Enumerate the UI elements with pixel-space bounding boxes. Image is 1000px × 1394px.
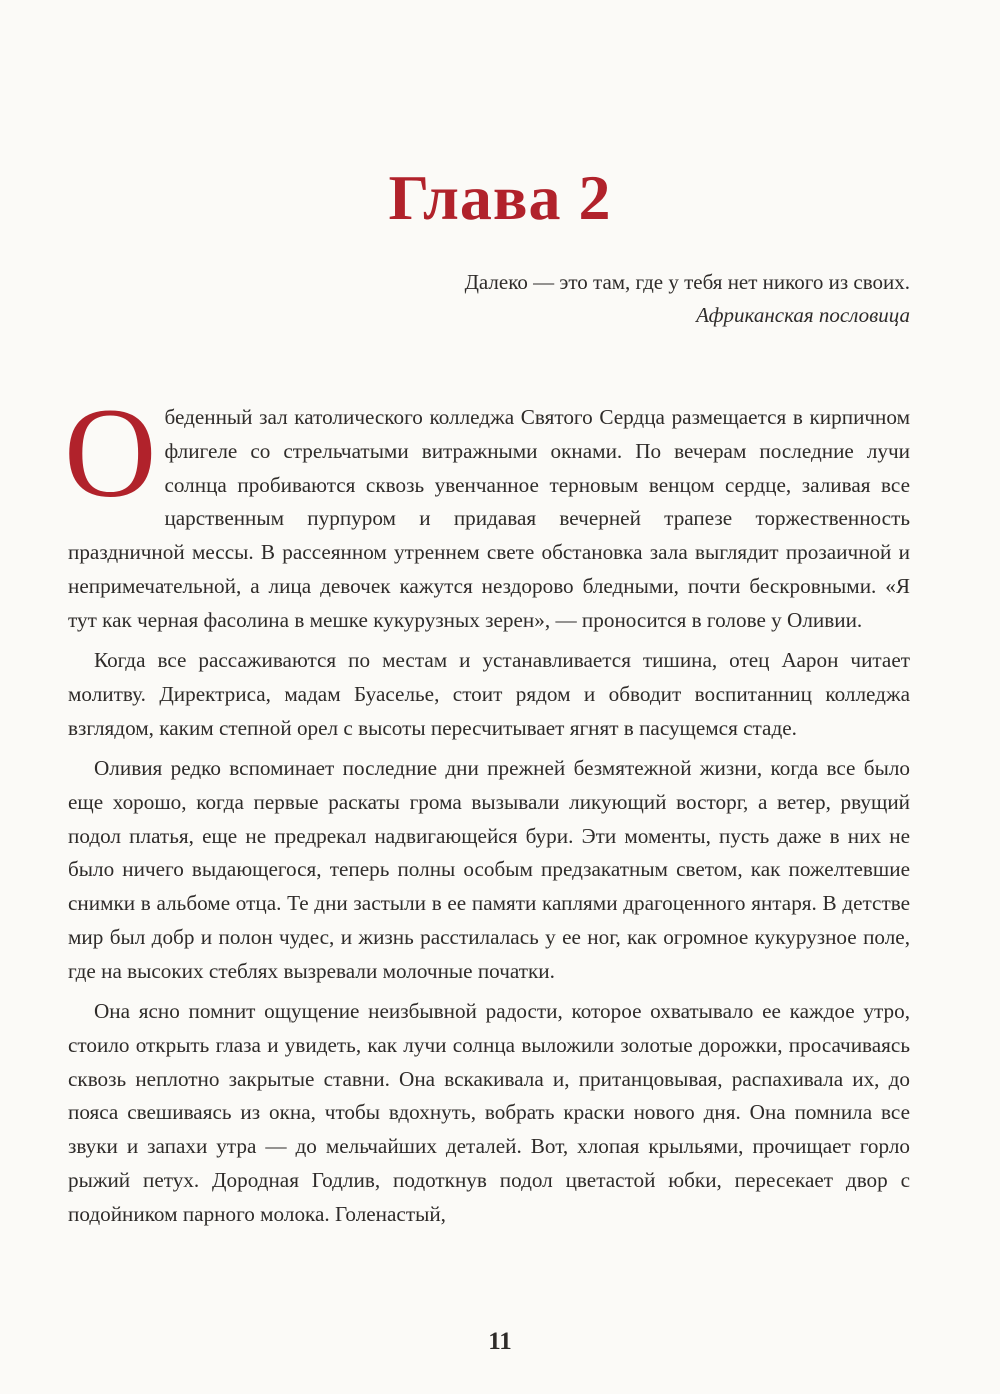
chapter-title: Глава 2 — [388, 162, 612, 233]
paragraph-3: Оливия редко вспоминает последние дни прежней безмятежной жизни, когда все было еще хорошо, когда первые раскаты грома вызывали ликующий восторг, а ветер, рвущий подол платья, еще не предрекал надвигающейся бури. Эти моменты, пусть даже в них не было ничего выдающегося, теперь полны особым предзакатным светом, как пожелтевшие снимки в альбоме отца. Те дни застыли в ее памяти каплями драгоценного янтаря. В детстве мир был добр и полон чудес, и жизнь расстилалась у ее ног, как огромное кукурузное поле, где на высоких стеблях вызревали молочные початки. — [68, 755, 910, 983]
epigraph — [210, 266, 910, 332]
epigraph-source: Африканская пословица — [696, 303, 910, 327]
paragraph-1 — [64, 382, 910, 638]
paragraph-1-text: беденный зал католического колледжа Святого Сердца размещается в кирпичном флигеле со стрельчатыми витражными окнами. По вечерам последние лучи солнца пробиваются сквозь увенчанное терновым венцом сердце, заливая все царственным пурпуром и придавая вечерней трапезе торжественность праздничной мессы. В рассеянном утреннем свете обстановка зала выглядит прозаичной и непримечательной, а лица девочек кажутся нездорово бледными, почти бескровными. «Я тут как черная фасолина в мешке кукурузных зерен», — проносится в голове у Оливии. — [68, 405, 910, 632]
page-number: 11 — [488, 1328, 512, 1355]
epigraph-text: Далеко — это там, где у тебя нет никого из своих. — [464, 270, 910, 294]
paragraph-4: Она ясно помнит ощущение неизбывной радости, которое охватывало ее каждое утро, стоило открыть глаза и увидеть, как лучи солнца выложили золотые дорожки, просачиваясь сквозь неплотно закрытые ставни. Она вскакивала и, пританцовывая, распахивала их, до пояса свешиваясь из окна, чтобы вдохнуть, вобрать краски нового дня. Она помнила все звуки и запахи утра — до мельчайших деталей. Вот, хлопая крыльями, прочищает горло рыжий петух. Дородная Годлив, подоткнув подол цветастой юбки, пересекает двор с подойником парного молока. Голенастый, — [68, 999, 910, 1226]
paragraph-2: Когда все рассаживаются по местам и устанавливается тишина, отец Аарон читает молитву. Директриса, мадам Буаселье, стоит рядом и обводит воспитанниц колледжа взглядом, каким степной орел с высоты пересчитывает ягнят в пасущемся стаде. — [68, 648, 910, 740]
drop-cap: О — [64, 382, 157, 524]
chapter-body — [64, 382, 910, 1238]
